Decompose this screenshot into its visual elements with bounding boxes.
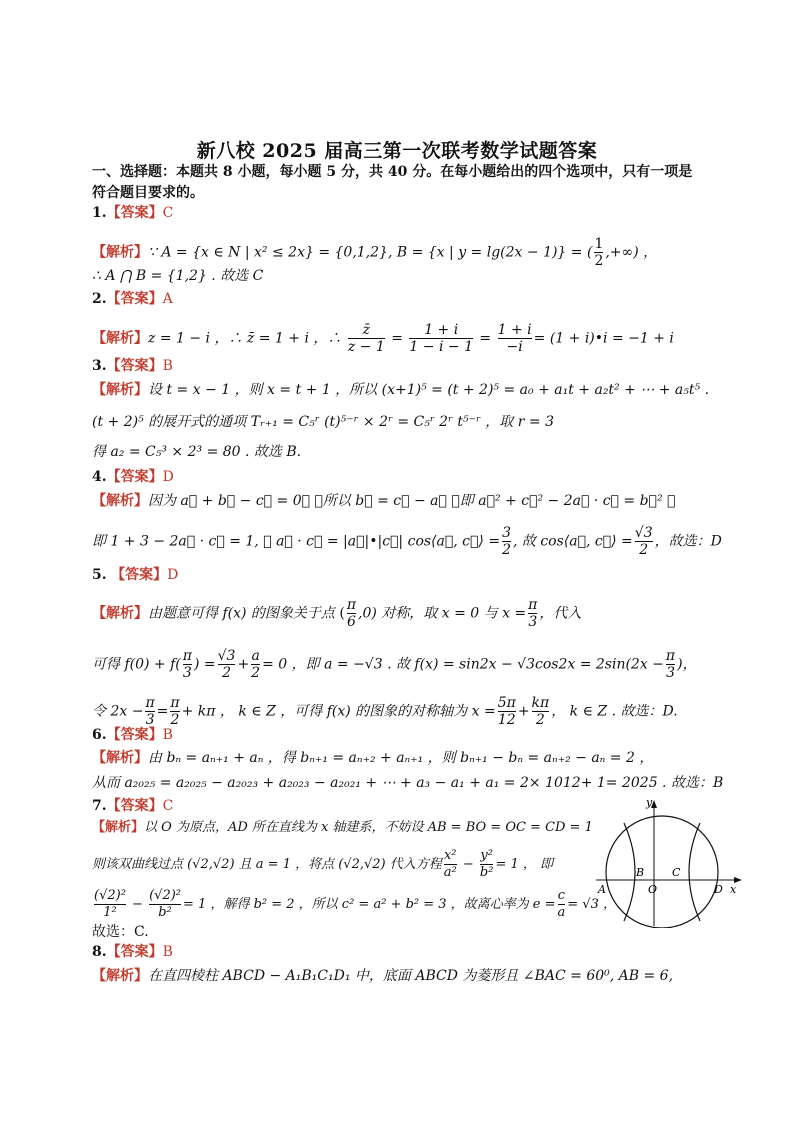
q4-f2-num: √3	[634, 525, 653, 541]
q5-text2d: = 0 ，即 a = −√3 . 故 f(x) = sin2x − √3cos2x = 2sin(2x −	[262, 656, 664, 673]
q4-analysis-label: 【解析】	[92, 493, 148, 509]
q7-f4-den: b²	[149, 904, 181, 921]
q4-analysis-line2	[92, 525, 722, 558]
q2-analysis-line: 【解析】z = 1 − i ，∴ z̄ = 1 + i ，∴ $\frac{z̄}{z - 1}$ = $\frac{1 + i}{1 - i - 1}$ = $\frac{1 + i}{-i}$ = (1 + i)•i = −1 + i	[92, 322, 674, 355]
q7-frac1	[444, 848, 457, 881]
q5-analysis-line3	[92, 695, 678, 728]
q5-text2c: +	[237, 656, 250, 673]
q7-text2a: 则该双曲线过点 (√2,√2) 且 a = 1 ，将点 (√2,√2) 代入方程	[92, 857, 442, 872]
q7-frac3	[94, 888, 126, 921]
q5-f5-den: 2	[251, 665, 261, 681]
q5-f3-num: π	[182, 648, 192, 664]
q7-analysis-line3: $\frac{\text{(√2)²}}{\text{1²}}$ − $\frac{\text{(√2)²}}{\text{b²}}$ = 1 ，解得 b² = 2 ，所以 c² = a² + b² = 3 ，故离心率为 e = $\frac{c}{a}$ = √3 ，	[94, 888, 616, 920]
q4-text1: 因为 a⃗ + b⃗ − c⃗ = 0⃗ ，所以 b⃗ = c⃗ − a⃗ ，即 a⃗² + c⃗² − 2a⃗ · c⃗ = b⃗² ，	[148, 493, 676, 509]
q2-tail: = (1 + i)•i = −1 + i	[533, 330, 674, 347]
q5-number: 5.	[92, 567, 107, 583]
q5-f9-num: 5π	[497, 695, 516, 711]
q8-number: 8.	[92, 944, 107, 960]
q2-f2-num: 1 + i	[424, 322, 459, 338]
q5-f6-den: 3	[666, 665, 675, 681]
q1-number: 1.	[92, 205, 107, 221]
q7-text2b: = 1 ， 即	[495, 857, 553, 872]
q5-text2e: )，	[677, 656, 697, 673]
q5-frac7	[145, 695, 154, 728]
q5-analysis-label: 【解析】	[92, 605, 148, 622]
q1-answer: C	[162, 205, 174, 221]
q6-text1: 由 bₙ = aₙ₊₁ + aₙ ，得 bₙ₊₁ = aₙ₊₂ + aₙ₊₁ ，则 bₙ₊₁ − bₙ = aₙ₊₂ − aₙ = 2 ，	[148, 750, 654, 766]
q1-answer-line	[92, 204, 173, 222]
q5-f10-num: kπ	[531, 695, 550, 711]
q5-f2-den: 3	[528, 614, 538, 630]
q3-answer-line	[92, 357, 173, 375]
q3-analysis-label: 【解析】	[92, 382, 148, 398]
q7-f2-num: y²	[480, 848, 493, 863]
fig-label-D: D	[714, 883, 723, 896]
q4-fraction2	[635, 525, 653, 558]
circle-curve	[606, 816, 718, 928]
q4-number: 4.	[92, 469, 107, 485]
q6-analysis-line2: 从而 a₂₀₂₅ = a₂₀₂₅ − a₂₀₂₃ + a₂₀₂₃ − a₂₀₂₁ + ⋯ + a₃ − a₁ + a₁ = 2× 1012+ 1= 2025 . 故选：B	[92, 775, 724, 791]
q3-analysis-line2: (t + 2)⁵ 的展开式的通项 Tᵣ₊₁ = C₅ʳ (t)⁵⁻ʳ × 2ʳ = C₅ʳ 2ʳ t⁵⁻ʳ ，取 r = 3	[92, 414, 554, 430]
q7-f3-den: 1²	[94, 904, 126, 921]
q5-frac8	[170, 695, 179, 728]
q1-text1-tail: ,+∞) ，	[605, 244, 658, 261]
q5-frac6	[666, 648, 675, 681]
q1-analysis-label: 【解析】	[92, 244, 148, 261]
q3-analysis-line3: 得 a₂ = C₅³ × 2³ = 80 . 故选 B.	[92, 444, 302, 460]
section-heading-line1: 一、选择题：本题共 8 小题，每小题 5 分，共 40 分。在每小题给出的四个选项中，只有一项是	[92, 164, 693, 180]
q4-text2a: 即 1 + 3 − 2a⃗ · c⃗ = 1, ∴ a⃗ · c⃗ = |a⃗|•|c⃗| cos⟨a⃗, c⃗⟩ =	[92, 533, 501, 550]
q2-answer: A	[162, 291, 173, 307]
section-heading-line2: 符合题目要求的。	[92, 185, 204, 201]
q6-analysis-line1	[92, 749, 653, 767]
q2-fraction3	[498, 322, 532, 355]
q8-analysis-line1	[92, 967, 673, 985]
q4-fraction1	[502, 525, 511, 558]
q5-f5-num: a	[251, 648, 260, 664]
q7-text3b: = √3 ，	[567, 897, 616, 912]
q4-text2c: ，故选：D	[654, 533, 722, 550]
q5-frac3	[183, 648, 192, 681]
q3-answer-label: 【答案】	[106, 358, 163, 374]
fig-label-A: A	[598, 883, 606, 896]
q5-frac4	[218, 648, 236, 681]
q6-number: 6.	[92, 727, 107, 743]
q7-f4-num: (√2)²	[149, 888, 182, 903]
q4-f1-den: 2	[502, 542, 511, 558]
q7-answer-label: 【答案】	[106, 798, 163, 814]
q7-f1-num: x²	[443, 848, 457, 863]
q4-text2b: , 故 cos⟨a⃗, c⃗⟩ =	[512, 533, 633, 550]
q5-answer-label: 【答案】	[111, 567, 168, 583]
q7-analysis-line2: 则该双曲线过点 (√2,√2) 且 a = 1 ，将点 (√2,√2) 代入方程 $\frac{\text{x²}}{\text{a²}}$ − $\frac{\text{y²}}{\text{b²}}$ = 1 ， 即	[92, 848, 553, 880]
q5-f9-den: 12	[497, 712, 516, 728]
q4-analysis-line1	[92, 492, 675, 510]
q7-f5-num: c	[557, 888, 566, 903]
q7-analysis-line4: 故选：C.	[92, 924, 149, 940]
q2-f3-num: 1 + i	[497, 322, 532, 338]
q1-answer-label: 【答案】	[106, 205, 163, 221]
q5-f2-num: π	[528, 597, 538, 613]
q2-fraction2	[409, 322, 473, 355]
q5-text1b: ,0) 对称，取 x = 0 与 x =	[358, 605, 527, 622]
q2-f1-num: z̄	[362, 322, 371, 338]
hyperbola-right-branch	[689, 823, 700, 921]
q5-frac10	[532, 695, 550, 728]
q7-text3a: = 1 ，解得 b² = 2 ，所以 c² = a² + b² = 3 ，故离心率为 e =	[183, 897, 556, 912]
q7-answer: C	[162, 798, 174, 814]
q6-answer-label: 【答案】	[106, 727, 163, 743]
q4-f1-num: 3	[502, 525, 511, 541]
fig-label-B: B	[636, 866, 645, 879]
q5-text2b: ) =	[193, 656, 216, 673]
hyperbola-circle-figure	[596, 796, 746, 928]
q5-f7-den: 3	[145, 712, 155, 728]
q2-answer-label: 【答案】	[106, 291, 163, 307]
q4-answer-label: 【答案】	[106, 469, 163, 485]
q2-fraction1	[348, 322, 385, 355]
q5-f6-num: π	[665, 648, 676, 664]
q2-analysis-label: 【解析】	[92, 330, 148, 347]
q4-answer: D	[162, 469, 174, 485]
q7-f1-den: a²	[443, 865, 457, 880]
q7-f3-num: (√2)²	[94, 888, 126, 903]
q2-f2-den: 1 − i − 1	[409, 339, 473, 355]
q2-f3-den: −i	[498, 338, 532, 355]
q6-answer-line	[92, 726, 173, 744]
q5-f1-num: π	[346, 597, 357, 613]
q2-f1-den: z − 1	[347, 339, 385, 355]
fig-label-O: O	[648, 883, 658, 896]
q1-frac-den: 2	[594, 253, 604, 269]
q6-answer: B	[162, 727, 173, 743]
q3-analysis-line1	[92, 381, 709, 399]
q8-analysis-label: 【解析】	[92, 968, 148, 984]
q6-analysis-label: 【解析】	[92, 750, 148, 766]
q5-f8-num: π	[170, 695, 180, 711]
q5-answer: D	[167, 567, 179, 583]
q8-text1: 在直四棱柱 ABCD − A₁B₁C₁D₁ 中，底面 ABCD 为菱形且 ∠BAC = 60⁰, AB = 6,	[148, 968, 674, 984]
q7-answer-line	[92, 797, 173, 815]
q5-text1a: 由题意可得 f(x) 的图象关于点	[148, 605, 335, 622]
q5-frac1	[347, 597, 356, 630]
q7-f5-den: a	[557, 905, 566, 920]
q5-f8-den: 2	[170, 712, 180, 728]
hyperbola-left-branch	[624, 823, 635, 921]
q7-f2-den: b²	[479, 865, 494, 880]
q5-f10-den: 2	[532, 711, 550, 728]
q5-f3-den: 3	[182, 665, 192, 681]
q8-answer: B	[162, 944, 173, 960]
q5-text3b: =	[156, 703, 169, 720]
q1-analysis-line2: ∴ A ⋂ B = {1,2} . 故选 C	[92, 268, 264, 284]
q7-frac2	[480, 848, 494, 881]
q5-frac5	[251, 648, 260, 681]
q1-frac-num: 1	[594, 236, 604, 252]
q5-frac9	[498, 695, 516, 728]
q1-analysis-line1	[92, 236, 657, 269]
q7-number: 7.	[92, 798, 107, 814]
q5-f4-den: 2	[218, 664, 236, 681]
page-title: 新八校 2025 届高三第一次联考数学试题答案	[196, 140, 598, 162]
q5-analysis-line2	[92, 648, 697, 681]
q5-f7-num: π	[145, 695, 155, 711]
fig-label-y: y	[646, 796, 653, 809]
q7-analysis-label: 【解析】	[92, 820, 145, 835]
fig-label-x: x	[730, 883, 737, 896]
fig-label-C: C	[672, 866, 681, 879]
q5-text2a: 可得 f(0) + f(	[92, 656, 181, 673]
q5-text3e: ， k ∈ Z . 故选：D.	[551, 703, 678, 720]
q5-text3a: 令 2x −	[92, 703, 144, 720]
q5-answer-line	[92, 566, 178, 584]
q5-text1c: ，代入	[539, 605, 582, 622]
q5-frac2	[528, 597, 537, 630]
q7-frac5	[558, 888, 566, 921]
q3-number: 3.	[92, 358, 107, 374]
q5-text3c: + kπ ， k ∈ Z ，可得 f(x) 的图象的对称轴为 x =	[181, 703, 496, 720]
q8-answer-line	[92, 943, 173, 961]
q2-number: 2.	[92, 291, 107, 307]
q7-text1: 以 O 为原点，AD 所在直线为 x 轴建系，不妨设 AB = BO = OC = CD = 1	[144, 820, 593, 835]
q2-text1: z = 1 − i ，∴ z̄ = 1 + i ，∴	[148, 330, 346, 347]
q5-text3d: +	[517, 703, 530, 720]
q7-frac4	[149, 888, 181, 921]
q1-fraction	[594, 236, 603, 269]
q4-answer-line	[92, 468, 174, 486]
q3-answer: B	[162, 358, 173, 374]
q4-f2-den: 2	[635, 541, 653, 558]
q5-analysis-line1: 【解析】由题意可得 f(x) 的图象关于点 ( $\frac{\pi}{6}$ ,0) 对称，取 x = 0 与 x = $\frac{\pi}{3}$ ，代入	[92, 597, 582, 630]
q3-text1: 设 t = x − 1 ，则 x = t + 1 ，所以 (x+1)⁵ = (t + 2)⁵ = a₀ + a₁t + a₂t² + ⋯ + a₅t⁵ .	[148, 382, 710, 398]
q1-text1: ∵ A = {x ∈ N | x² ≤ 2x} = {0,1,2}, B = {x | y = lg(2x − 1)} = (	[148, 244, 593, 261]
q7-analysis-line1	[92, 819, 593, 837]
q5-f1-den: 6	[346, 614, 356, 630]
q8-answer-label: 【答案】	[106, 944, 163, 960]
q2-answer-line	[92, 290, 173, 308]
q5-f4-num: √3	[217, 648, 236, 664]
